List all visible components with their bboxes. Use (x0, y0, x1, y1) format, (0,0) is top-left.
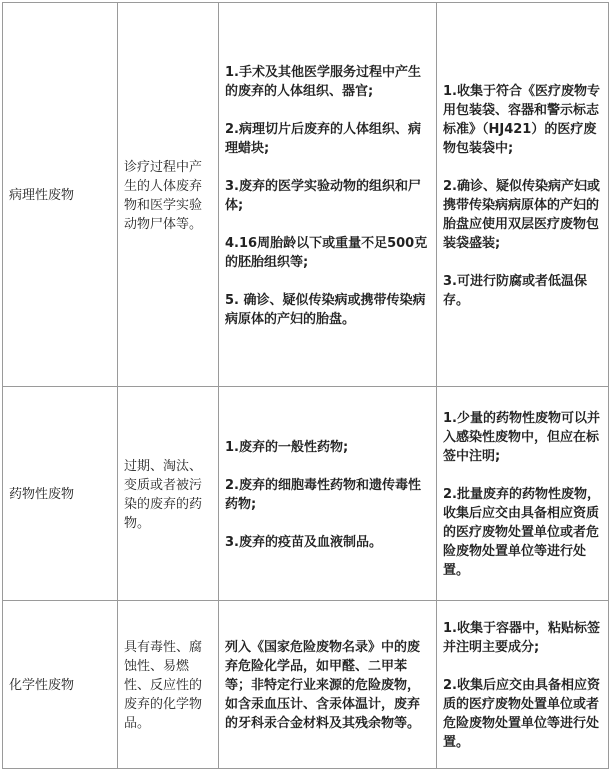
example-item: 3.废弃的疫苗及血液制品。 (225, 534, 382, 550)
handling-cell (437, 3, 609, 387)
example-item: 5. 确诊、疑似传染病或携带传染病病原体的产妇的胎盘。 (225, 292, 426, 327)
handling-item: 1.收集于符合《医疗废物专用包装袋、容器和警示标志标准》（HJ421）的医疗废物包装袋中; (443, 83, 600, 156)
medical-waste-table (2, 2, 609, 769)
examples-cell (219, 601, 437, 769)
description-cell: 具有毒性、腐蚀性、易燃性、反应性的废弃的化学物品。 (118, 601, 219, 769)
handling-item: 3.可进行防腐或者低温保存。 (443, 273, 587, 308)
handling-item: 2.收集后应交由具备相应资质的医疗废物处置单位或者危险废物处置单位等进行处置。 (443, 678, 600, 750)
example-item: 2.病理切片后废弃的人体组织、病理蜡块; (225, 121, 421, 156)
handling-cell (437, 387, 609, 601)
handling-item: 1.收集于容器中，粘贴标签并注明主要成分; (443, 621, 600, 655)
description-cell: 诊疗过程中产生的人体废弃物和医学实验动物尸体等。 (118, 3, 219, 387)
example-item: 列入《国家危险废物名录》中的废弃危险化学品，如甲醛、二甲苯等；非特定行业来源的危险废物，如含汞血压计、含汞体温计，废弃的牙科汞合金材料及其残余物等。 (225, 640, 421, 731)
example-item: 1.手术及其他医学服务过程中产生的废弃的人体组织、器官; (225, 64, 421, 99)
handling-cell (437, 601, 609, 769)
handling-item: 2.批量废弃的药物性废物，收集后应交由具备相应资质的医疗废物处置单位或者危险废物处置单位等进行处置。 (443, 487, 600, 578)
examples-cell (219, 3, 437, 387)
category-cell: 药物性废物 (3, 387, 118, 601)
category-cell: 化学性废物 (3, 601, 118, 769)
table-row (3, 601, 609, 769)
example-item: 4.16周胎龄以下或重量不足500克的胚胎组织等; (225, 235, 428, 270)
handling-item: 2.确诊、疑似传染病产妇或携带传染病病原体的产妇的胎盘应使用双层医疗废物包装袋盛装; (443, 178, 600, 251)
handling-item: 1.少量的药物性废物可以并入感染性废物中，但应在标签中注明; (443, 411, 600, 464)
description-cell: 过期、淘汰、变质或者被污染的废弃的药物。 (118, 387, 219, 601)
category-cell: 病理性废物 (3, 3, 118, 387)
example-item: 3.废弃的医学实验动物的组织和尸体; (225, 178, 421, 213)
table-row (3, 3, 609, 387)
example-item: 2.废弃的细胞毒性药物和遗传毒性药物; (225, 477, 421, 512)
examples-cell (219, 387, 437, 601)
example-item: 1.废弃的一般性药物; (225, 439, 349, 455)
table-row (3, 387, 609, 601)
